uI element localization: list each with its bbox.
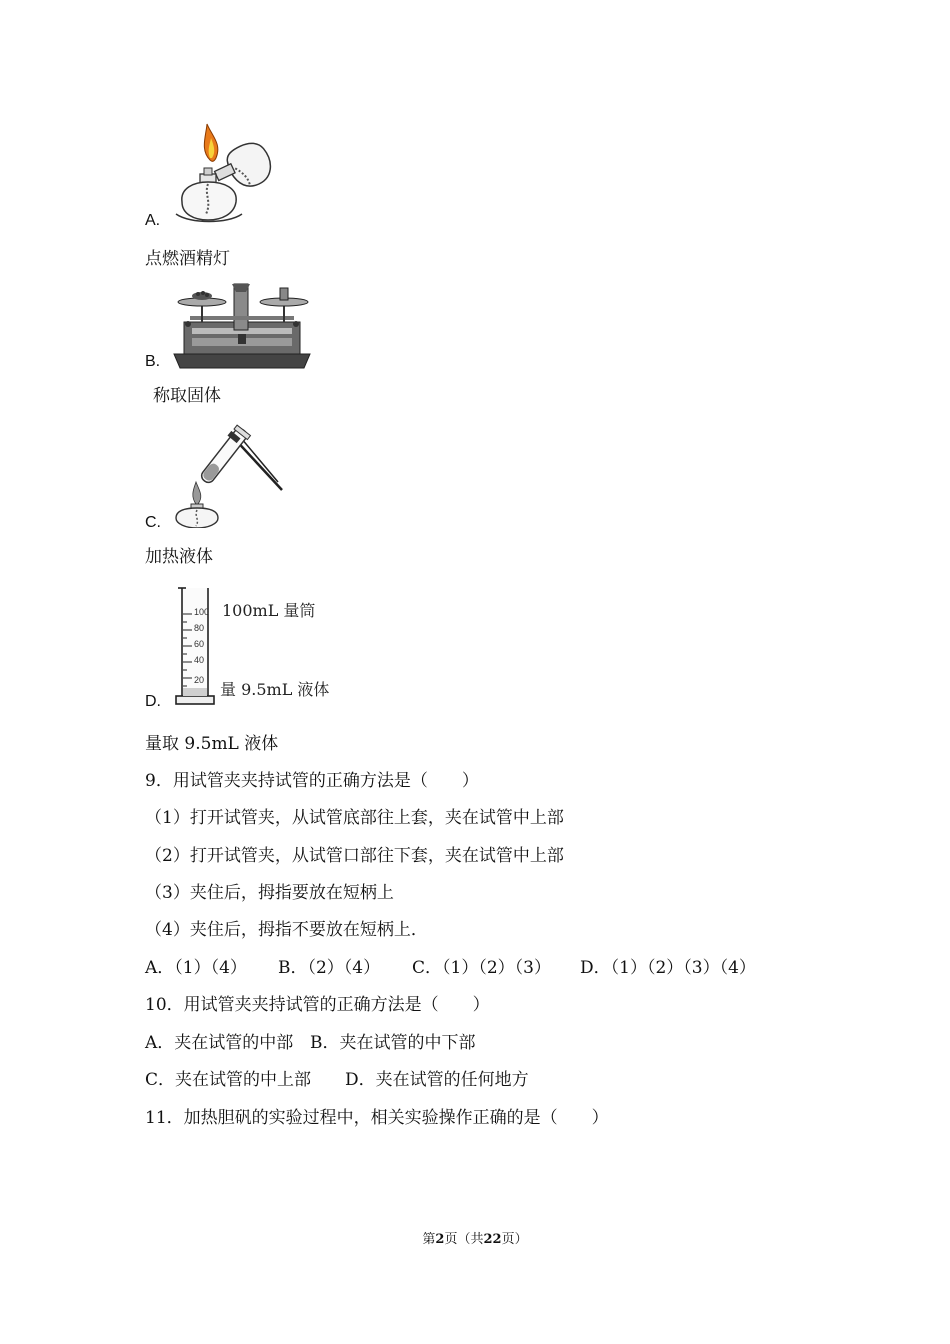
cylinder-scale-100: 100	[194, 607, 210, 617]
q10-option-b: B．夹在试管的中下部	[310, 1033, 476, 1053]
cylinder-scale-20: 20	[194, 675, 205, 685]
footer-suffix: 页）	[501, 1232, 528, 1247]
liquid-label: 量 9.5mL 液体	[220, 680, 330, 699]
option-a-caption: 点燃酒精灯	[145, 249, 230, 269]
option-d-caption: 量取 9.5mL 液体	[145, 734, 279, 754]
q9-option-a: A．（1）（4）	[145, 958, 247, 978]
cylinder-scale-60: 60	[194, 639, 205, 649]
q9-item-3: （3）夹住后，拇指要放在短柄上	[145, 883, 394, 903]
footer-total-pages: 22	[483, 1232, 502, 1247]
option-b-letter: B.	[145, 353, 161, 370]
q9-option-c: C．（1）（2）（3）	[412, 958, 551, 978]
option-c-caption: 加热液体	[145, 547, 213, 567]
figure-heating-liquid	[172, 420, 284, 528]
q10-stem: 10．用试管夹夹持试管的正确方法是（ ）	[145, 995, 490, 1015]
cylinder-label: 100mL 量筒	[222, 601, 316, 620]
footer-page-number: 2	[435, 1232, 445, 1247]
q9-option-b: B．（2）（4）	[278, 958, 381, 978]
option-b-caption: 称取固体	[153, 386, 221, 406]
figure-balance-weighing	[172, 278, 312, 370]
footer-prefix: 第	[422, 1232, 436, 1247]
q9-item-2: （2）打开试管夹，从试管口部往下套，夹在试管中上部	[145, 846, 564, 866]
q9-item-1: （1）打开试管夹，从试管底部往上套，夹在试管中上部	[145, 808, 564, 828]
q11-stem: 11．加热胆矾的实验过程中，相关实验操作正确的是（ ）	[145, 1108, 609, 1128]
option-c-letter: C.	[145, 514, 161, 531]
q10-option-d: D．夹在试管的任何地方	[345, 1070, 529, 1090]
option-a-letter: A.	[145, 212, 161, 229]
q9-stem: 9．用试管夹夹持试管的正确方法是（ ）	[145, 771, 479, 791]
cylinder-scale-40: 40	[194, 655, 205, 665]
figure-lighting-alcohol-lamp	[170, 122, 275, 227]
q10-option-a: A．夹在试管的中部	[145, 1033, 294, 1053]
page-footer	[0, 1228, 950, 1247]
q10-option-c: C．夹在试管的中上部	[145, 1070, 312, 1090]
cylinder-scale-80: 80	[194, 623, 205, 633]
option-d-letter: D.	[145, 693, 161, 710]
q9-option-d: D．（1）（2）（3）（4）	[580, 958, 756, 978]
footer-middle: 页（共	[444, 1232, 484, 1247]
q9-item-4: （4）夹住后，拇指不要放在短柄上．	[145, 920, 428, 940]
